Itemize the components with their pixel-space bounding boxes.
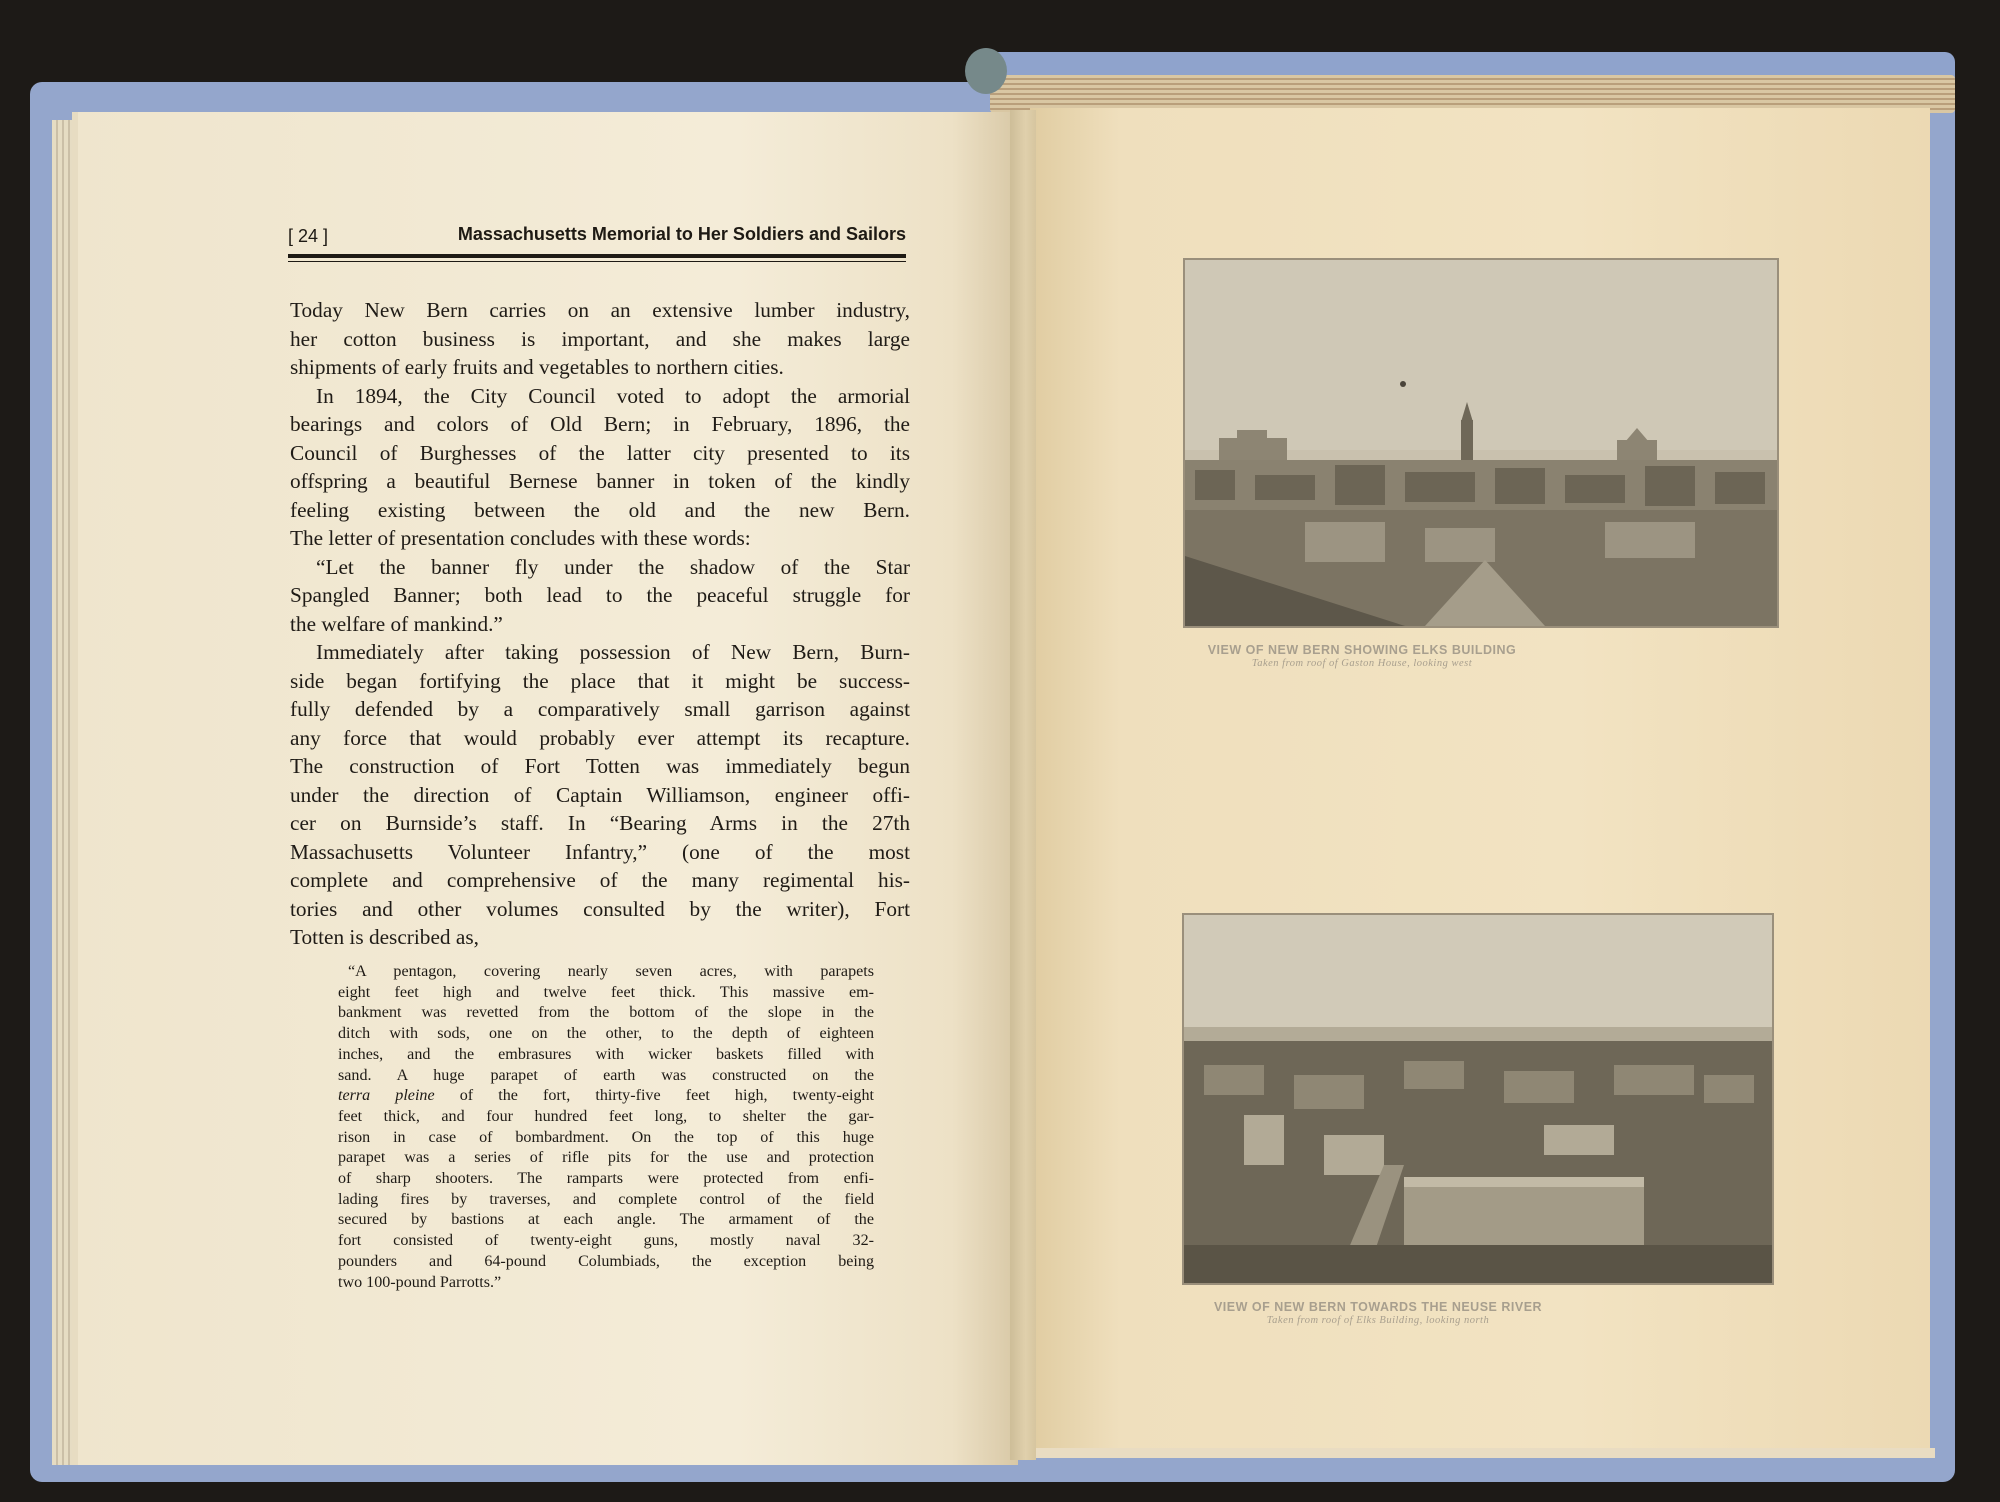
body-line: In 1894, the City Council voted to adopt the armorial xyxy=(316,383,910,408)
body-line: Spangled Banner; both lead to the peaceful struggle for xyxy=(290,583,910,607)
body-line: her cotton business is important, and she makes large xyxy=(290,326,910,351)
photo-elks-building-image xyxy=(1185,260,1777,626)
body-line: Today New Bern carries on an extensive lumber industry, xyxy=(290,298,910,322)
photo-caption-top xyxy=(1182,643,1542,669)
quote-line: two 100-pound Parrotts.” xyxy=(338,1273,502,1291)
italic-term: terra pleine xyxy=(338,1087,435,1105)
quote-line: pounders and 64-pound Columbiads, the exception being xyxy=(338,1252,874,1270)
quote-line: fort consisted of twenty-eight guns, mostly naval 32- xyxy=(338,1232,874,1250)
photo-elks-building-view xyxy=(1183,258,1779,628)
quote-line: rison in case of bombardment. On the top of this huge xyxy=(338,1128,874,1146)
quote-line: inches, and the embrasures with wicker baskets filled with xyxy=(338,1045,874,1063)
photo-neuse-river-image xyxy=(1184,915,1772,1283)
caption-title: VIEW OF NEW BERN SHOWING ELKS BUILDING xyxy=(1207,643,1517,657)
quote-line: bankment was revetted from the bottom of the slope in the xyxy=(338,1004,874,1022)
quote-line: “A pentagon, covering nearly seven acres, with parapets xyxy=(348,963,874,980)
right-page-bottom-edge xyxy=(1030,1448,1935,1458)
quote-line: parapet was a series of rifle pits for the use and protection xyxy=(338,1149,874,1167)
quote-line: secured by bastions at each angle. The armament of the xyxy=(338,1211,874,1229)
body-line: any force that would probably ever attempt its recapture. xyxy=(290,725,910,750)
caption-subtitle: Taken from roof of Gaston House, looking west xyxy=(1251,658,1473,669)
head-rule-thick xyxy=(288,254,906,258)
photo-neuse-river-view xyxy=(1182,913,1774,1285)
body-line: tories and other volumes consulted by the writer), Fort xyxy=(290,896,910,921)
caption-title: VIEW OF NEW BERN TOWARDS THE NEUSE RIVER xyxy=(1213,1300,1543,1314)
page-number: [ 24 ] xyxy=(288,226,329,246)
body-line: cer on Burnside’s staff. In “Bearing Arms in the 27th xyxy=(290,811,910,835)
body-line: side began fortifying the place that it might be success- xyxy=(290,668,910,693)
body-line: Totten is described as, xyxy=(290,925,479,949)
book-gutter xyxy=(1010,110,1036,1460)
body-line: offspring a beautiful Bernese banner in token of the kindly xyxy=(290,469,910,493)
body-line: The construction of Fort Totten was immediately begun xyxy=(290,754,910,778)
body-line: Massachusetts Volunteer Infantry,” (one of the most xyxy=(290,839,910,864)
quote-line-italic xyxy=(338,1086,874,1107)
running-head-title: Massachusetts Memorial to Her Soldiers and Sailors xyxy=(457,224,906,244)
body-line: “Let the banner fly under the shadow of the Star xyxy=(316,554,910,579)
block-quote xyxy=(338,962,874,1293)
body-line: Council of Burghesses of the latter city presented to its xyxy=(290,440,910,465)
caption-subtitle: Taken from roof of Elks Building, looking north xyxy=(1266,1315,1490,1326)
quote-line: eight feet high and twelve feet thick. This massive em- xyxy=(338,983,874,1001)
running-head xyxy=(288,222,906,258)
spine-headcap xyxy=(965,48,1007,94)
head-rule-thin xyxy=(288,261,906,262)
quote-line: sand. A huge parapet of earth was constructed on the xyxy=(338,1066,874,1084)
body-line: the welfare of mankind.” xyxy=(290,611,503,636)
body-line: shipments of early fruits and vegetables to northern cities. xyxy=(290,355,784,379)
body-line: bearings and colors of Old Bern; in February, 1896, the xyxy=(290,412,910,436)
quote-line: feet thick, and four hundred feet long, to shelter the gar- xyxy=(338,1107,874,1125)
body-line: feeling existing between the old and the new Bern. xyxy=(290,497,910,522)
photo-caption-bottom xyxy=(1182,1300,1574,1326)
body-line: Immediately after taking possession of New Bern, Burn- xyxy=(316,640,910,664)
quote-line: lading fires by traverses, and complete control of the field xyxy=(338,1190,874,1208)
body-line: The letter of presentation concludes with these words: xyxy=(290,526,751,550)
body-line: under the direction of Captain Williamson, engineer offi- xyxy=(290,782,910,807)
quote-line-rest: of the fort, thirty-five feet high, twenty-eight xyxy=(459,1087,875,1105)
body-line: fully defended by a comparatively small garrison against xyxy=(290,697,910,721)
quote-line: ditch with sods, one on the other, to the depth of eighteen xyxy=(338,1025,874,1043)
body-text xyxy=(290,296,910,952)
quote-line: of sharp shooters. The ramparts were protected from enfi- xyxy=(338,1170,874,1188)
body-line: complete and comprehensive of the many regimental his- xyxy=(290,868,910,892)
